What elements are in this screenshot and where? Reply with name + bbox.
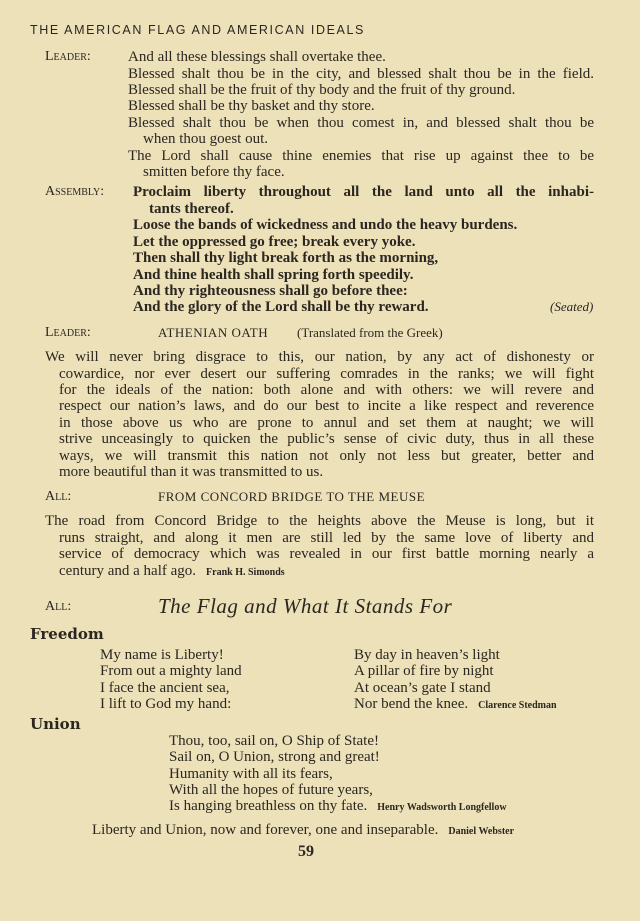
speaker-label: Assembly: xyxy=(45,184,105,199)
stage-direction: (Seated) xyxy=(550,299,594,314)
verse-line: I face the ancient sea, xyxy=(100,680,230,696)
attribution: Clarence Stedman xyxy=(478,700,557,711)
page-number: 59 xyxy=(298,843,314,860)
text-line: Blessed shalt thou be when thou comest in, and blessed shalt thou be xyxy=(128,115,594,131)
text-line: Blessed shall be thy basket and thy store. xyxy=(128,98,375,114)
speaker-label: Leader: xyxy=(45,325,91,340)
text-line: Blessed shall be the fruit of thy body and the fruit of thy ground. xyxy=(128,82,516,98)
section-title: FROM CONCORD BRIDGE TO THE MEUSE xyxy=(158,489,426,504)
verse-line: A pillar of fire by night xyxy=(354,663,494,679)
text-line: ways, we will transmit this nation not only not less but greater, better and xyxy=(59,448,594,464)
text-line: And all these blessings shall overtake thee. xyxy=(128,49,386,65)
text-line: more beautiful than it was transmitted to us. xyxy=(59,464,324,480)
text-line: century and a half ago. xyxy=(59,563,197,579)
verse-line: With all the hopes of future years, xyxy=(169,782,373,798)
closing-line: Liberty and Union, now and forever, one and inseparable. xyxy=(92,822,439,838)
speaker-label: Leader: xyxy=(45,49,91,64)
attribution: Henry Wadsworth Longfellow xyxy=(377,802,507,813)
verse-line: Humanity with all its fears, xyxy=(169,766,333,782)
text-line: Loose the bands of wickedness and undo the heavy burdens. xyxy=(133,217,518,233)
text-line: strive unceasingly to quicken the public’s sense of civic duty, thus in all these xyxy=(59,431,594,447)
text-line: Blessed shalt thou be in the city, and blessed shalt thou be in the field. xyxy=(128,66,594,82)
freedom-heading: Freedom xyxy=(30,625,104,643)
verse-line: My name is Liberty! xyxy=(100,647,224,663)
text-line: And the glory of the Lord shall be thy reward. xyxy=(133,299,429,315)
text-line: Let the oppressed go free; break every yoke. xyxy=(133,234,416,250)
text-line: The Lord shall cause thine enemies that rise up against thee to be xyxy=(128,148,594,164)
text-line: The road from Concord Bridge to the heights above the Meuse is long, but it xyxy=(45,513,594,529)
verse-line: At ocean’s gate I stand xyxy=(354,680,491,696)
verse-line: I lift to God my hand: xyxy=(100,696,232,712)
verse-line: Thou, too, sail on, O Ship of State! xyxy=(169,733,379,749)
verse-line: By day in heaven’s light xyxy=(354,647,500,663)
text-line: in those above us who are prone to annul and set them at naught; we will xyxy=(59,415,594,431)
speaker-label: All: xyxy=(45,489,72,504)
text-line: We will never bring disgrace to this, our nation, by any act of dishonesty or xyxy=(45,349,594,365)
text-line: Then shall thy light break forth as the morning, xyxy=(133,250,439,266)
speaker-label: All: xyxy=(45,599,72,614)
attribution: Frank H. Simonds xyxy=(206,567,285,578)
attribution: Daniel Webster xyxy=(448,826,515,837)
text-line: for the ideals of the nation: both alone and with others: we will revere and xyxy=(59,382,594,398)
text-line: And thine health shall spring forth speedily. xyxy=(133,267,414,283)
text-line: Proclaim liberty throughout all the land unto all the inhabi- xyxy=(133,184,594,200)
section-title: ATHENIAN OATH xyxy=(158,325,269,340)
text-line: runs straight, and along it men are still led by the same love of liberty and xyxy=(59,530,594,546)
verse-line: From out a mighty land xyxy=(100,663,242,679)
text-line: service of democracy which was revealed in our first battle morning nearly a xyxy=(59,546,594,562)
verse-line: Is hanging breathless on thy fate. xyxy=(169,798,368,814)
text-line: And thy righteousness shall go before thee: xyxy=(133,283,408,299)
text-line: respect our nation’s laws, and do our best to incite a like respect and reverence xyxy=(59,398,594,414)
text-line: cowardice, nor ever desert our suffering comrades in the ranks; we will fight xyxy=(59,366,594,382)
verse-line: Nor bend the knee. xyxy=(354,696,469,712)
section-subtitle: (Translated from the Greek) xyxy=(297,325,443,340)
running-header: THE AMERICAN FLAG AND AMERICAN IDEALS xyxy=(30,23,365,37)
union-heading: Union xyxy=(30,715,81,733)
text-line: when thou goest out. xyxy=(143,131,268,147)
text-line: smitten before thy face. xyxy=(143,164,285,180)
poem-title: The Flag and What It Stands For xyxy=(158,594,453,618)
verse-line: Sail on, O Union, strong and great! xyxy=(169,749,380,765)
text-line: tants thereof. xyxy=(149,201,234,217)
